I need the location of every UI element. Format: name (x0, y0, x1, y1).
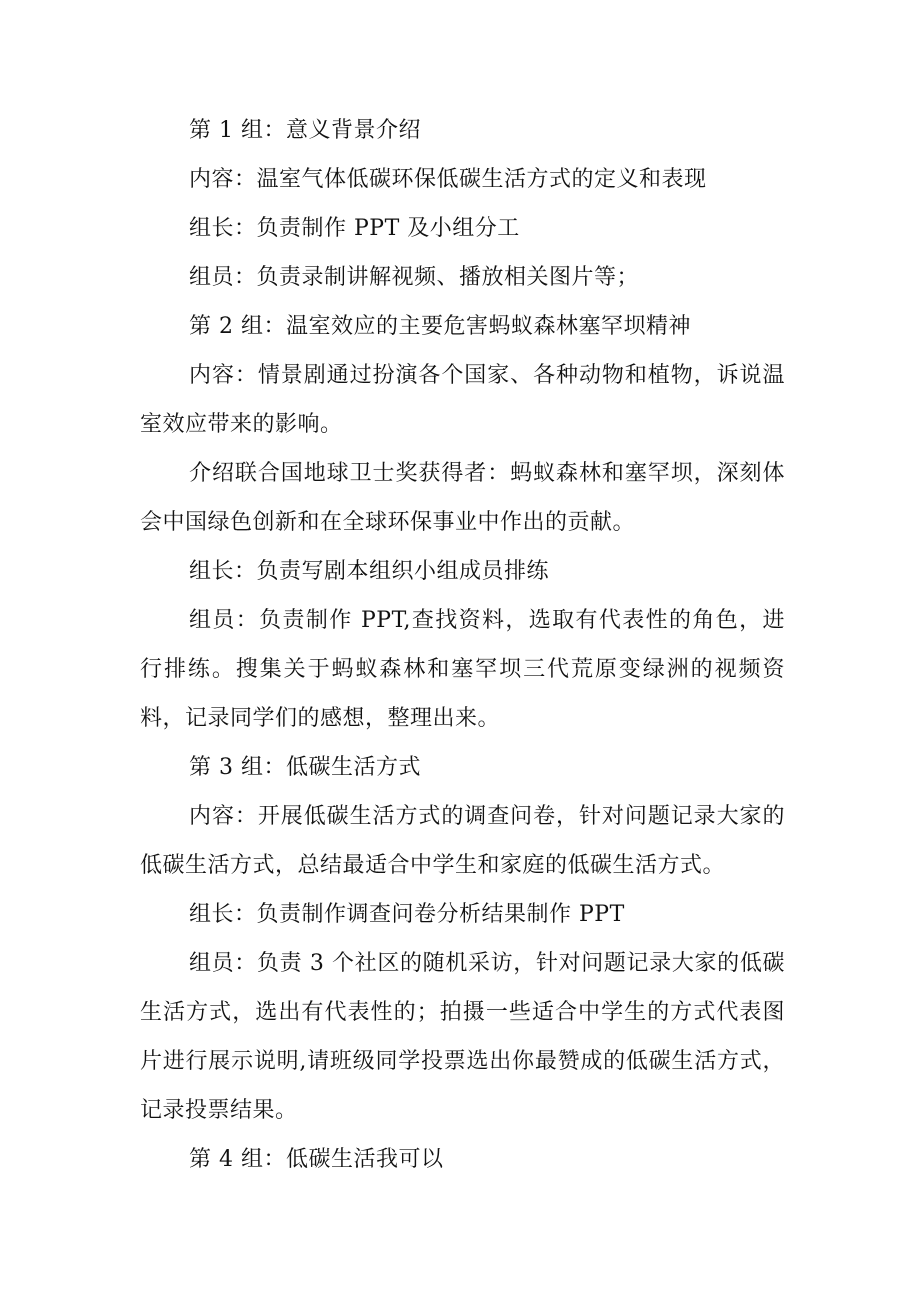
group-4-heading: 第 4 组：低碳生活我可以 (189, 1147, 444, 1172)
group-2-leader: 组长：负责写剧本组织小组成员排练 (189, 559, 550, 584)
group-3-content: 内容：开展低碳生活方式的调查问卷，针对问题记录大家的低碳生活方式，总结最适合中学生和家庭的低碳生活方式。 (140, 804, 785, 878)
group-1-heading: 第 1 组：意义背景介绍 (189, 118, 421, 143)
group-3-leader: 组长：负责制作调查问卷分析结果制作 PPT (189, 902, 625, 927)
group-2-content: 内容：情景剧通过扮演各个国家、各种动物和植物，诉说温室效应带来的影响。 (140, 363, 785, 437)
group-2-introduction: 介绍联合国地球卫士奖获得者：蚂蚁森林和塞罕坝，深刻体会中国绿色创新和在全球环保事业中作出的贡献。 (140, 461, 785, 535)
group-2-heading: 第 2 组：温室效应的主要危害蚂蚁森林塞罕坝精神 (189, 314, 691, 339)
group-3-members: 组员：负责 3 个社区的随机采访，针对问题记录大家的低碳生活方式，选出有代表性的；拍摄一些适合中学生的方式代表图片进行展示说明,请班级同学投票选出你最赞成的低碳生活方式，记录投票结果。 (140, 951, 785, 1123)
group-2-members: 组员：负责制作 PPT,查找资料，选取有代表性的角色，进行排练。搜集关于蚂蚁森林和塞罕坝三代荒原变绿洲的视频资料，记录同学们的感想，整理出来。 (140, 608, 785, 731)
group-3-heading: 第 3 组：低碳生活方式 (189, 755, 421, 780)
group-1-leader: 组长：负责制作 PPT 及小组分工 (189, 216, 520, 241)
group-1-content: 内容：温室气体低碳环保低碳生活方式的定义和表现 (189, 167, 707, 192)
group-1-members: 组员：负责录制讲解视频、播放相关图片等； (189, 265, 640, 290)
document-body (140, 106, 785, 1184)
